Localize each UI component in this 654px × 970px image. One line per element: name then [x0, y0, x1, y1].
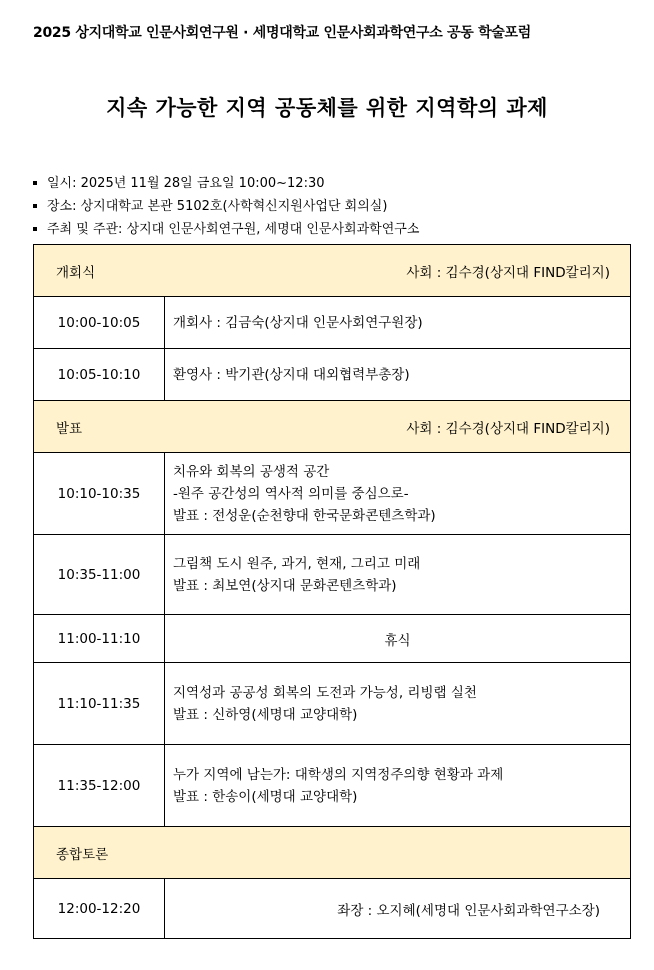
content-cell — [165, 745, 631, 827]
content-line: 누가 지역에 남는가: 대학생의 지역정주의향 현황과 과제 — [173, 766, 504, 783]
time-cell: 10:10-10:35 — [34, 453, 165, 535]
content-cell — [165, 535, 631, 615]
content-line: 치유와 회복의 공생적 공간 — [173, 463, 330, 480]
break-cell: 휴식 — [165, 615, 631, 663]
content-line: 환영사 : 박기관(상지대 대외협력부총장) — [173, 366, 410, 383]
section-opening — [34, 245, 631, 297]
section-discussion-cell — [34, 827, 631, 879]
section-presentation — [34, 401, 631, 453]
content-line: -원주 공간성의 역사적 의미를 중심으로- — [173, 485, 409, 502]
bullet-icon — [33, 181, 37, 185]
info-location-text: 장소: 상지대학교 본관 5102호(사학혁신지원사업단 회의실) — [47, 199, 388, 214]
event-info-list — [33, 172, 419, 241]
time-cell: 11:00-11:10 — [34, 615, 165, 663]
section-opening-cell — [34, 245, 631, 297]
section-discussion — [34, 827, 631, 879]
table-row — [34, 349, 631, 401]
content-line: 발표 : 최보연(상지대 문화콘텐츠학과) — [173, 577, 397, 594]
table-row — [34, 745, 631, 827]
table-row — [34, 663, 631, 745]
bullet-icon — [33, 204, 37, 208]
content-cell — [165, 453, 631, 535]
info-organizer — [33, 218, 419, 241]
time-cell: 11:10-11:35 — [34, 663, 165, 745]
time-cell: 10:35-11:00 — [34, 535, 165, 615]
section-label: 종합토론 — [56, 846, 109, 863]
table-row-break — [34, 615, 631, 663]
section-presentation-cell — [34, 401, 631, 453]
table-row — [34, 535, 631, 615]
table-row — [34, 879, 631, 939]
time-cell: 11:35-12:00 — [34, 745, 165, 827]
content-line: 그림책 도시 원주, 과거, 현재, 그리고 미래 — [173, 555, 421, 572]
section-label: 발표 — [56, 420, 83, 437]
forum-header: 2025 상지대학교 인문사회연구원 · 세명대학교 인문사회과학연구소 공동 학술포럼 — [33, 25, 531, 41]
moderator: 사회 : 김수경(상지대 FIND칼리지) — [406, 420, 610, 437]
schedule-table — [33, 244, 631, 939]
time-cell: 12:00-12:20 — [34, 879, 165, 939]
section-label: 개회식 — [56, 264, 96, 281]
content-line: 개회사 : 김금숙(상지대 인문사회연구원장) — [173, 314, 423, 331]
info-location — [33, 195, 419, 218]
time-cell: 10:05-10:10 — [34, 349, 165, 401]
time-cell: 10:00-10:05 — [34, 297, 165, 349]
content-line: 발표 : 신하영(세명대 교양대학) — [173, 706, 358, 723]
info-date — [33, 172, 419, 195]
content-line: 발표 : 한송이(세명대 교양대학) — [173, 788, 358, 805]
table-row — [34, 453, 631, 535]
content-cell — [165, 663, 631, 745]
info-organizer-text: 주최 및 주관: 상지대 인문사회연구원, 세명대 인문사회과학연구소 — [47, 222, 420, 237]
page-title: 지속 가능한 지역 공동체를 위한 지역학의 과제 — [106, 96, 548, 120]
content-cell — [165, 349, 631, 401]
bullet-icon — [33, 227, 37, 231]
table-row — [34, 297, 631, 349]
info-date-text: 일시: 2025년 11월 28일 금요일 10:00~12:30 — [47, 176, 325, 191]
content-line: 지역성과 공공성 회복의 도전과 가능성, 리빙랩 실천 — [173, 684, 477, 701]
chair-cell: 좌장 : 오지혜(세명대 인문사회과학연구소장) — [165, 879, 631, 939]
content-cell — [165, 297, 631, 349]
content-line: 발표 : 전성운(순천향대 한국문화콘텐츠학과) — [173, 507, 436, 524]
moderator: 사회 : 김수경(상지대 FIND칼리지) — [406, 264, 610, 281]
